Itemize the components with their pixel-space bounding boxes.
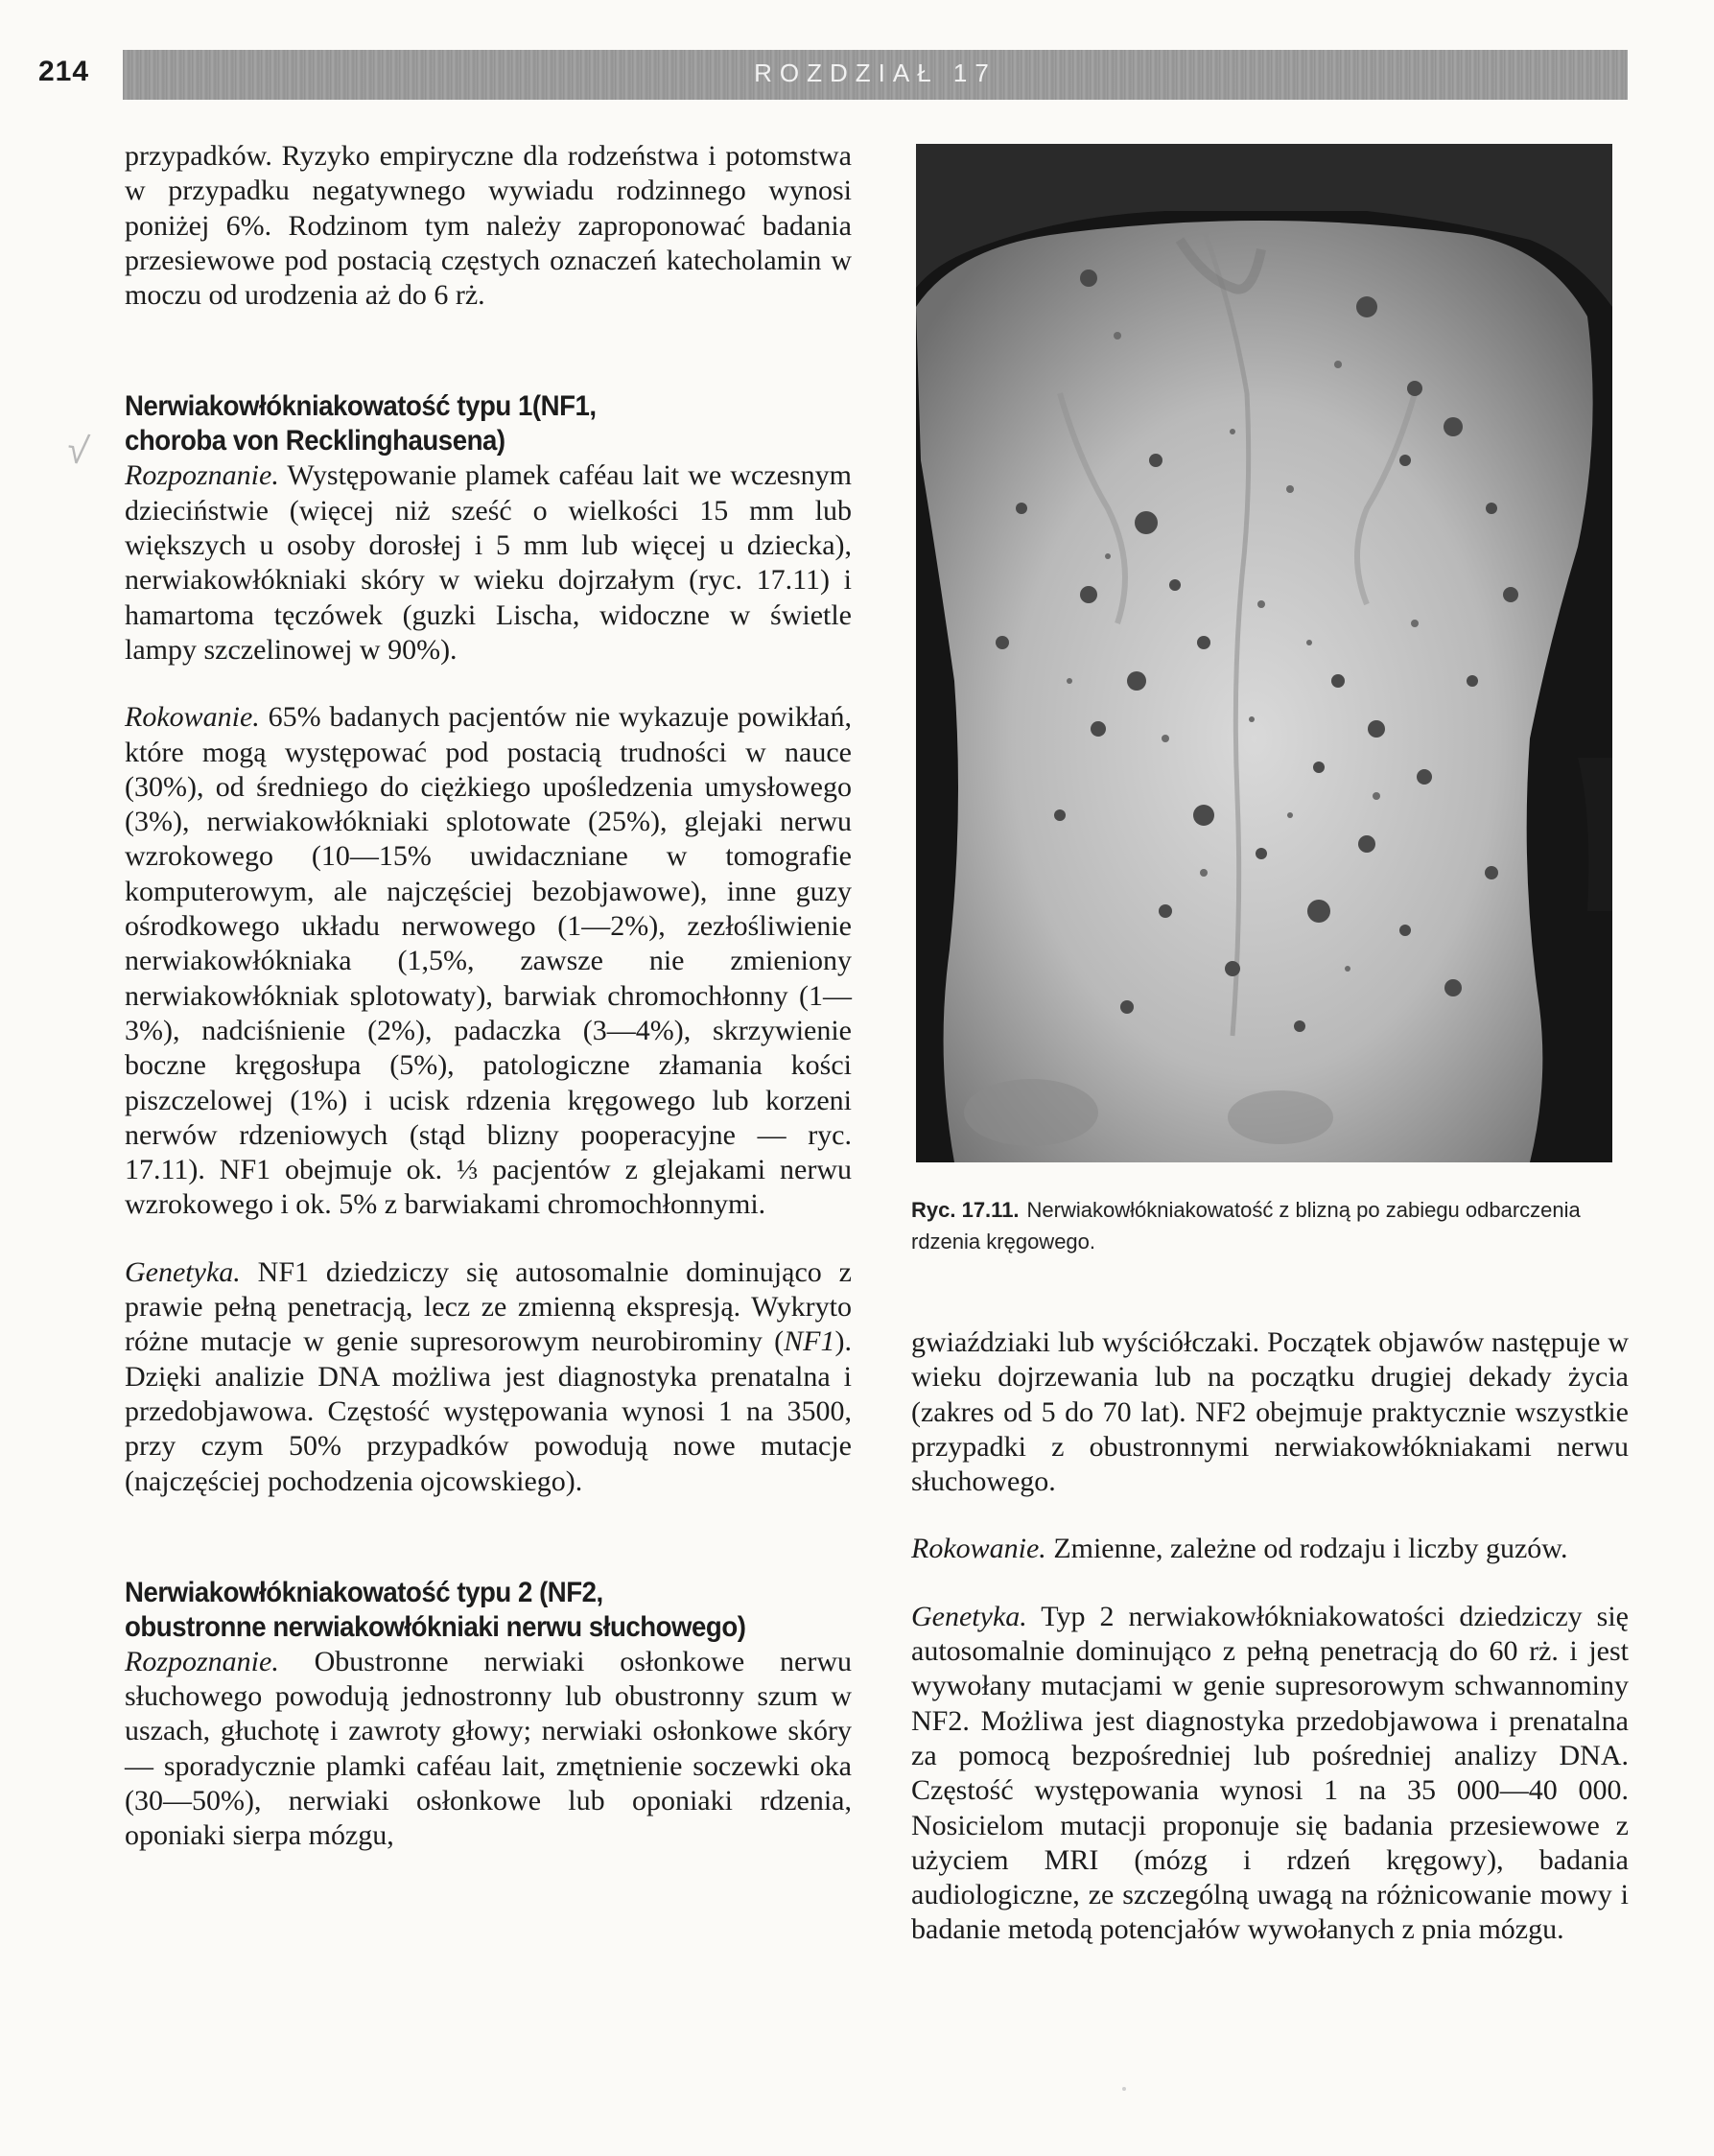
paragraph-text: NF1 dziedziczy się autosomalnie dominująco z prawie pełną penetracją, lecz ze zmienną ekspresją. Wykryto różne mutacje w genie supresorowym neurobirominy ( bbox=[125, 1255, 852, 1358]
run-in-label: Rozpoznanie. bbox=[125, 459, 279, 492]
gene-name: NF1 bbox=[784, 1325, 835, 1358]
paragraph-nf1-prognosis bbox=[125, 700, 852, 1222]
heading-line: choroba von Recklinghausena) bbox=[125, 425, 505, 457]
paragraph-nf2-prognosis bbox=[911, 1532, 1629, 1566]
handwritten-check-mark: √ bbox=[64, 428, 91, 474]
section-heading-nf1 bbox=[125, 389, 848, 458]
heading-line: Nerwiakowłókniakowatość typu 1(NF1, bbox=[125, 390, 597, 423]
run-in-label: Rokowanie. bbox=[911, 1533, 1046, 1565]
paragraph-text: ). Dzięki analizie DNA możliwa jest diagnostyka prenatalna i przedobjawowa. Częstość występowania wynosi 1 na 3500, przy czym 50% przypadków powodują nowe mutacje (najczęściej pochodzenia ojcowskiego). bbox=[125, 1325, 852, 1497]
paragraph-intro: przypadków. Ryzyko empiryczne dla rodzeństwa i potomstwa w przypadku negatywnego wywiadu rodzinnego wynosi poniżej 6%. Rodzinom tym należy zaproponować badania przesiewowe pod postacią częstych oznaczeń katecholamin w moczu od urodzenia aż do 6 rż. bbox=[125, 140, 852, 312]
figure-photo-patient-back bbox=[916, 144, 1612, 1162]
paragraph-nf2-diagnosis bbox=[125, 1645, 852, 1854]
paragraph-text: Występowanie plamek caféau lait we wczesnym dzieciństwie (więcej niż sześć o wielkości 15 mm lub większych u osoby dorosłej i 5 mm lub więcej u dziecka), nerwiakowłókniaki skóry w wieku dojrzałym (ryc. 17.11) i hamartoma tęczówek (guzki Lischa, widoczne w świetle lampy szczelinowej w 90%). bbox=[125, 459, 852, 666]
figure-caption-text: Nerwiakowłókniakowatość z blizną po zabiegu odbarczenia rdzenia kręgowego. bbox=[911, 1198, 1581, 1254]
left-column bbox=[125, 139, 852, 1854]
paragraph-text: Zmienne, zależne od rodzaju i liczby guzów. bbox=[1045, 1533, 1568, 1565]
heading-line: Nerwiakowłókniakowatość typu 2 (NF2, bbox=[125, 1576, 603, 1608]
run-in-label: Rozpoznanie. bbox=[125, 1645, 279, 1677]
right-column bbox=[911, 1325, 1629, 1948]
scan-artifact bbox=[1122, 2087, 1126, 2091]
run-in-label: Genetyka. bbox=[911, 1600, 1027, 1632]
paragraph-nf1-genetics bbox=[125, 1255, 852, 1499]
paragraph-nf2-genetics bbox=[911, 1600, 1629, 1948]
paragraph-nf2-continued: gwiaździaki lub wyściółczaki. Początek objawów następuje w wieku dojrzewania lub na początku drugiej dekady życia (zakres od 5 do 70 lat). NF2 obejmuje praktycznie wszystkie przypadki z obustronnymi nerwiakowłókniakami nerwu słuchowego. bbox=[911, 1326, 1629, 1498]
heading-line: obustronne nerwiakowłókniaki nerwu słuchowego) bbox=[125, 1610, 746, 1643]
figure-caption bbox=[911, 1194, 1621, 1257]
paragraph-text: 65% badanych pacjentów nie wykazuje powikłań, które mogą występować pod postacią trudności w nauce (30%), od średniego do ciężkiego upośledzenia umysłowego (3%), nerwiakowłókniaki splotowate (25%), glejaki nerwu wzrokowego (10—15% uwidaczniane w tomografie komputerowym, ale najczęściej bezobjawowe), inne guzy ośrodkowego układu nerwowego (1—2%), zezłośliwienie nerwiakowłókniaka (1,5%, zawsze nie zmieniony nerwiakowłókniak splotowaty), barwiak chromochłonny (1—3%), nadciśnienie (2%), padaczka (3—4%), skrzywienie boczne kręgosłupa (5%), patologiczne złamania kości piszczelowej (1%) i ucisk rdzenia kręgowego lub korzeni nerwów rdzeniowych (stąd blizny pooperacyjne — ryc. 17.11). NF1 obejmuje ok. ⅓ pacjentów z glejakami nerwu wzrokowego i ok. 5% z barwiakami chromochłonnymi. bbox=[125, 701, 852, 1221]
page-number: 214 bbox=[38, 56, 90, 87]
paragraph-text: Obustronne nerwiaki osłonkowe nerwu słuchowego powodują jednostronny lub obustronny szum w uszach, głuchotę i zawroty głowy; nerwiaki osłonkowe skóry — sporadycznie plamki caféau lait, zmętnienie soczewki oka (30—50%), nerwiaki osłonkowe lub oponiaki rdzenia, oponiaki sierpa mózgu, bbox=[125, 1645, 852, 1852]
chapter-header-bar bbox=[123, 50, 1628, 100]
paragraph-nf1-diagnosis bbox=[125, 458, 852, 668]
run-in-label: Genetyka. bbox=[125, 1255, 241, 1288]
paragraph-text: Typ 2 nerwiakowłókniakowatości dziedziczy się autosomalnie dominująco z pełną penetracją do 60 rż. i jest wywołany mutacjami w genie supresorowym schwannominy NF2. Możliwa jest diagnostyka przedobjawowa i prenatalna za pomocą bezpośredniej lub pośredniej analizy DNA. Częstość występowania wynosi 1 na 35 000—40 000. Nosicielom mutacji proponuje się badania przesiewowe z użyciem MRI (mózg i rdzeń kręgowy), badania audiologiczne, ze szczególną uwagą na różnicowanie mowy i badanie metodą potencjałów wywołanych z pnia mózgu. bbox=[911, 1600, 1629, 1946]
section-heading-nf2 bbox=[125, 1576, 848, 1645]
run-in-label: Rokowanie. bbox=[125, 701, 260, 734]
figure-label: Ryc. 17.11. bbox=[911, 1198, 1020, 1222]
chapter-title: ROZDZIAŁ 17 bbox=[754, 59, 997, 87]
